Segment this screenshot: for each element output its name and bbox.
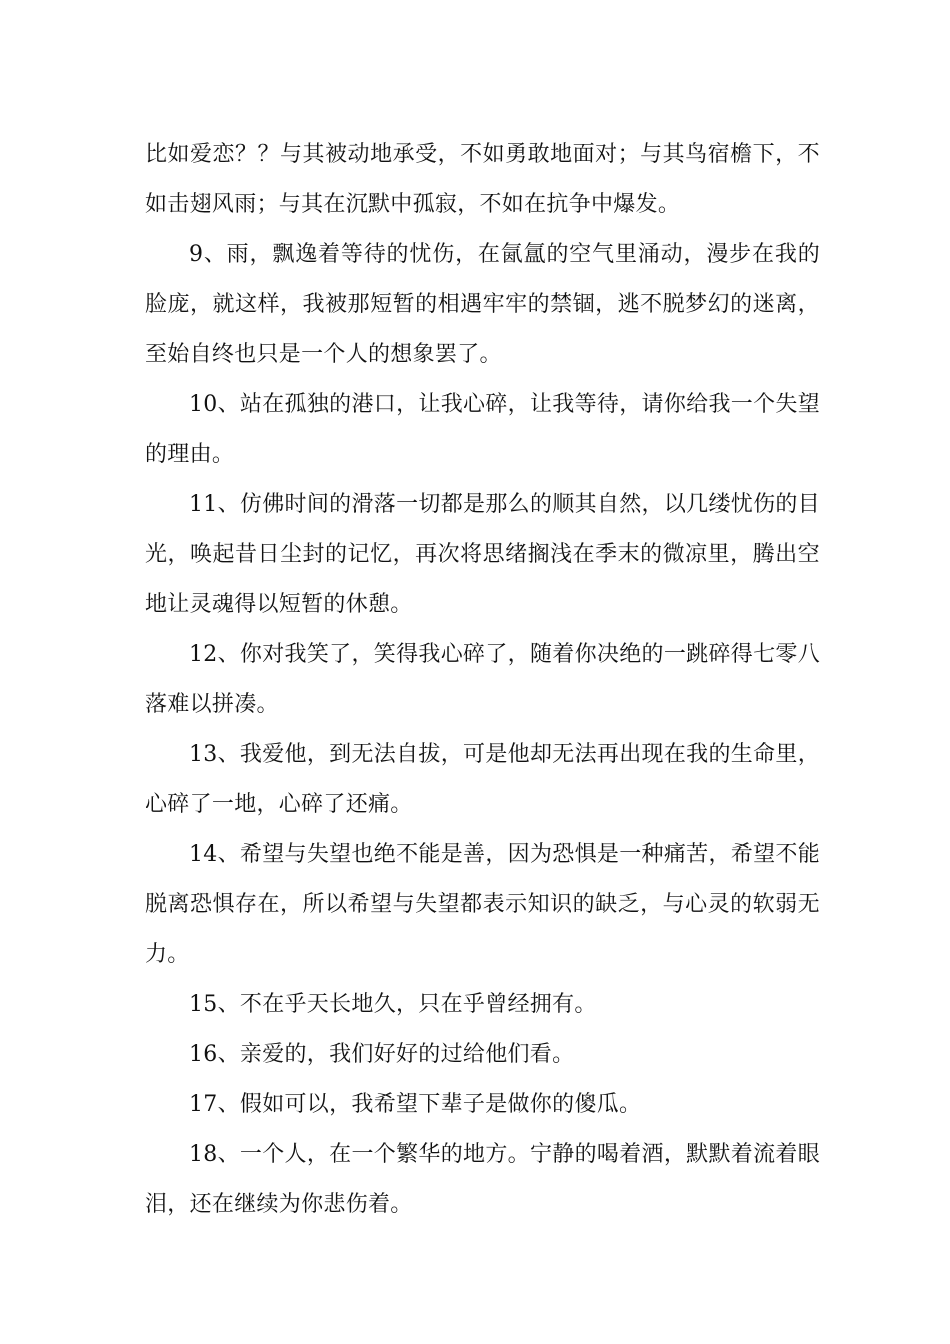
paragraph-item-13: 13、我爱他，到无法自拔，可是他却无法再出现在我的生命里，心碎了一地，心碎了还痛。 <box>145 742 820 817</box>
paragraph-continuation: 比如爱恋？？与其被动地承受，不如勇敢地面对；与其鸟宿檐下，不如击翅风雨；与其在沉默中孤寂，不如在抗争中爆发。 <box>145 142 820 217</box>
paragraph-item-16: 16、亲爱的，我们好好的过给他们看。 <box>189 1042 575 1067</box>
paragraph-item-10: 10、站在孤独的港口，让我心碎，让我等待，请你给我一个失望的理由。 <box>145 392 820 467</box>
paragraph-item-9: 9、雨，飘逸着等待的忧伤，在氤氲的空气里涌动，漫步在我的脸庞，就这样，我被那短暂的相遇牢牢的禁锢，逃不脱梦幻的迷离，至始自终也只是一个人的想象罢了。 <box>145 242 820 367</box>
paragraph-item-15: 15、不在乎天长地久，只在乎曾经拥有。 <box>189 992 597 1017</box>
paragraph-item-17: 17、假如可以，我希望下辈子是做你的傻瓜。 <box>189 1092 642 1117</box>
paragraph-item-14: 14、希望与失望也绝不能是善，因为恐惧是一种痛苦，希望不能脱离恐惧存在，所以希望与失望都表示知识的缺乏，与心灵的软弱无力。 <box>145 842 820 967</box>
paragraph-item-12: 12、你对我笑了，笑得我心碎了，随着你决绝的一跳碎得七零八落难以拼凑。 <box>145 642 820 717</box>
paragraph-item-11: 11、仿佛时间的滑落一切都是那么的顺其自然，以几缕忧伤的目光，唤起昔日尘封的记忆，再次将思绪搁浅在季末的微凉里，腾出空地让灵魂得以短暂的休憩。 <box>145 492 820 617</box>
paragraph-item-18: 18、一个人，在一个繁华的地方。宁静的喝着酒，默默着流着眼泪，还在继续为你悲伤着。 <box>145 1142 820 1217</box>
document-body <box>145 130 820 1230</box>
